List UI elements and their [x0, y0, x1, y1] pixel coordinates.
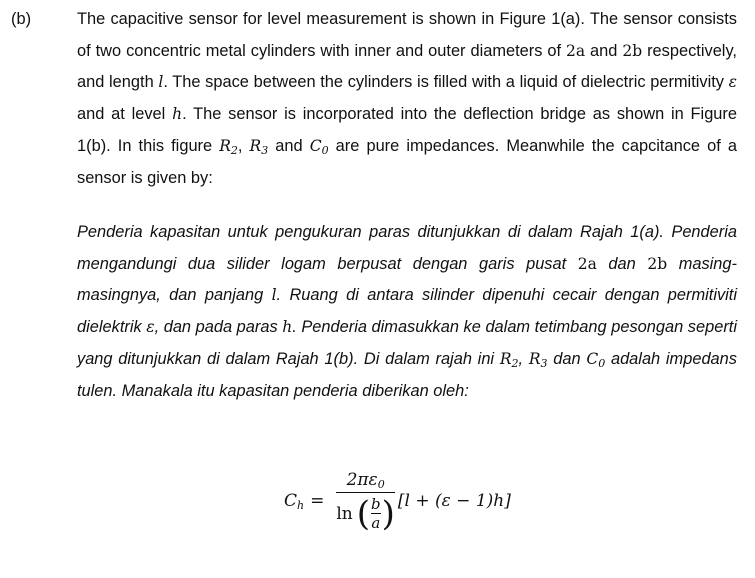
- inner-fraction: [371, 495, 381, 532]
- formula-denominator: [336, 493, 395, 532]
- math-2a: 2a: [577, 254, 597, 273]
- math-r3: $R_3$: [249, 136, 269, 157]
- right-paren: ): [381, 493, 395, 534]
- math-r2: $R_2$: [219, 136, 238, 157]
- text: dan: [547, 349, 587, 368]
- inner-numerator: b: [371, 495, 381, 513]
- text: Penderia kapasitan untuk pengukuran paras ditunjukkan di dalam Rajah 1(a). Penderia mengandungi dua silider logam berpusat dengan garis pusat: [77, 223, 737, 273]
- math-2b: 2b: [622, 41, 643, 60]
- math-epsilon: ε: [728, 73, 737, 92]
- text: The capacitive sensor for level measurement is shown in Figure 1(a). The sensor consists of two concentric metal cylinders with inner and outer diameters of: [77, 10, 737, 60]
- math-c0: $C_0$: [586, 349, 606, 370]
- text: ,: [237, 136, 250, 155]
- text: and: [268, 136, 310, 155]
- ln-operator: ln: [336, 503, 353, 524]
- text: are pure impedances. Meanwhile the capcitance of a sensor is given by:: [77, 136, 737, 187]
- math-h: h: [282, 318, 293, 337]
- malay-paragraph: [77, 217, 737, 407]
- text: . The sensor is incorporated into the deflection bridge as shown in Figure 1(b). In this figure: [77, 105, 737, 155]
- capacitance-formula: [284, 470, 511, 532]
- text: . Ruang di antara silinder dipenuhi cecair dengan permitiviti dielektrik: [77, 286, 738, 337]
- text: and: [585, 41, 623, 60]
- math-epsilon: ε: [146, 318, 155, 337]
- math-r3: $R_3$: [528, 349, 548, 370]
- inner-denominator: a: [371, 514, 381, 532]
- text: . The space between the cylinders is filled with a liquid of dielectric permitivity: [163, 73, 729, 92]
- math-c0: $C_0$: [309, 136, 329, 157]
- formula-lhs: $C_h$: [284, 491, 305, 512]
- text: , dan pada paras: [154, 318, 283, 337]
- ln-argument: [357, 495, 395, 532]
- text: dan: [596, 254, 648, 273]
- text: adalah impedans tulen. Manakala itu kapasitan penderia diberikan oleh:: [77, 349, 737, 400]
- text: and at level: [77, 105, 173, 124]
- formula-rhs: [l + (ε − 1)h]: [397, 491, 511, 511]
- text: . Penderia dimasukkan ke dalam tetimbang pesongan seperti yang ditunjukkan di dalam Rajah 1(b). Di dalam rajah ini: [77, 318, 737, 368]
- text: respectively, and length: [77, 41, 737, 92]
- math-l: l: [271, 286, 277, 305]
- formula-fraction: [336, 470, 395, 532]
- math-h: h: [172, 105, 183, 124]
- formula-numerator: $2\pi\varepsilon_0$: [346, 470, 385, 491]
- math-2b: 2b: [647, 254, 668, 273]
- text: ,: [518, 349, 529, 368]
- english-paragraph: [77, 4, 737, 194]
- math-r2: $R_2$: [499, 349, 519, 370]
- text: masing-masingnya, dan panjang: [77, 254, 737, 305]
- math-2a: 2a: [566, 41, 586, 60]
- left-paren: (: [356, 493, 371, 534]
- math-l: l: [158, 73, 164, 92]
- question-label: (b): [11, 10, 32, 28]
- formula-equals: =: [310, 491, 325, 511]
